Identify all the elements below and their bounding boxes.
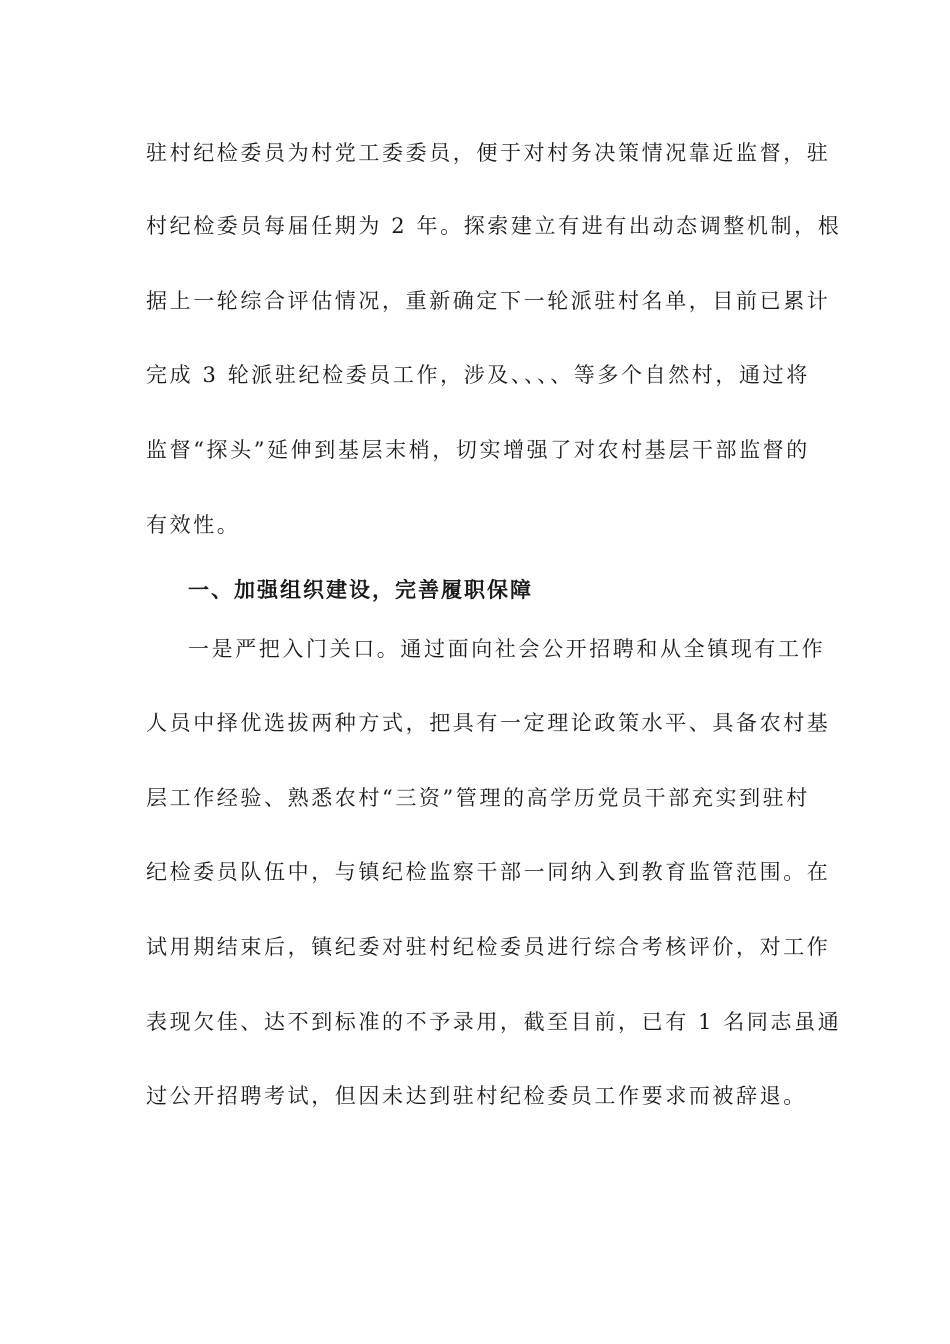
paragraph-1-line-5: 监督“探头”延伸到基层末梢，切实增强了对农村基层干部监督的	[146, 438, 810, 462]
paragraph-1-line-6: 有效性。	[146, 513, 241, 537]
paragraph-2-line-3: 层工作经验、熟悉农村“三资”管理的高学历党员干部充实到驻村	[146, 786, 810, 810]
paragraph-2-line-2: 人员中择优选拔两种方式，把具有一定理论政策水平、具备农村基	[146, 711, 831, 735]
section-heading: 一、加强组织建设，完善履职保障	[188, 578, 533, 602]
paragraph-2-line-7: 过公开招聘考试，但因未达到驻村纪检委员工作要求而被辞退。	[146, 1084, 807, 1108]
paragraph-2-line-4: 纪检委员队伍中，与镇纪检监察干部一同纳入到教育监管范围。在	[146, 860, 831, 884]
paragraph-2-line-6: 表现欠佳、达不到标准的不予录用，截至目前，已有 1 名同志虽通	[146, 1010, 842, 1034]
paragraph-1-line-2: 村纪检委员每届任期为 2 年。探索建立有进有出动态调整机制，根	[146, 214, 842, 238]
paragraph-1-line-3: 据上一轮综合评估情况，重新确定下一轮派驻村名单，目前已累计	[146, 289, 831, 313]
paragraph-1-line-1: 驻村纪检委员为村党工委委员，便于对村务决策情况靠近监督，驻	[146, 141, 831, 165]
paragraph-2-line-5: 试用期结束后，镇纪委对驻村纪检委员进行综合考核评价，对工作	[146, 935, 831, 959]
paragraph-1-line-4: 完成 3 轮派驻纪检委员工作，涉及、、、、等多个自然村，通过将	[146, 363, 810, 387]
paragraph-2-line-1: 一是严把入门关口。通过面向社会公开招聘和从全镇现有工作	[188, 637, 826, 661]
